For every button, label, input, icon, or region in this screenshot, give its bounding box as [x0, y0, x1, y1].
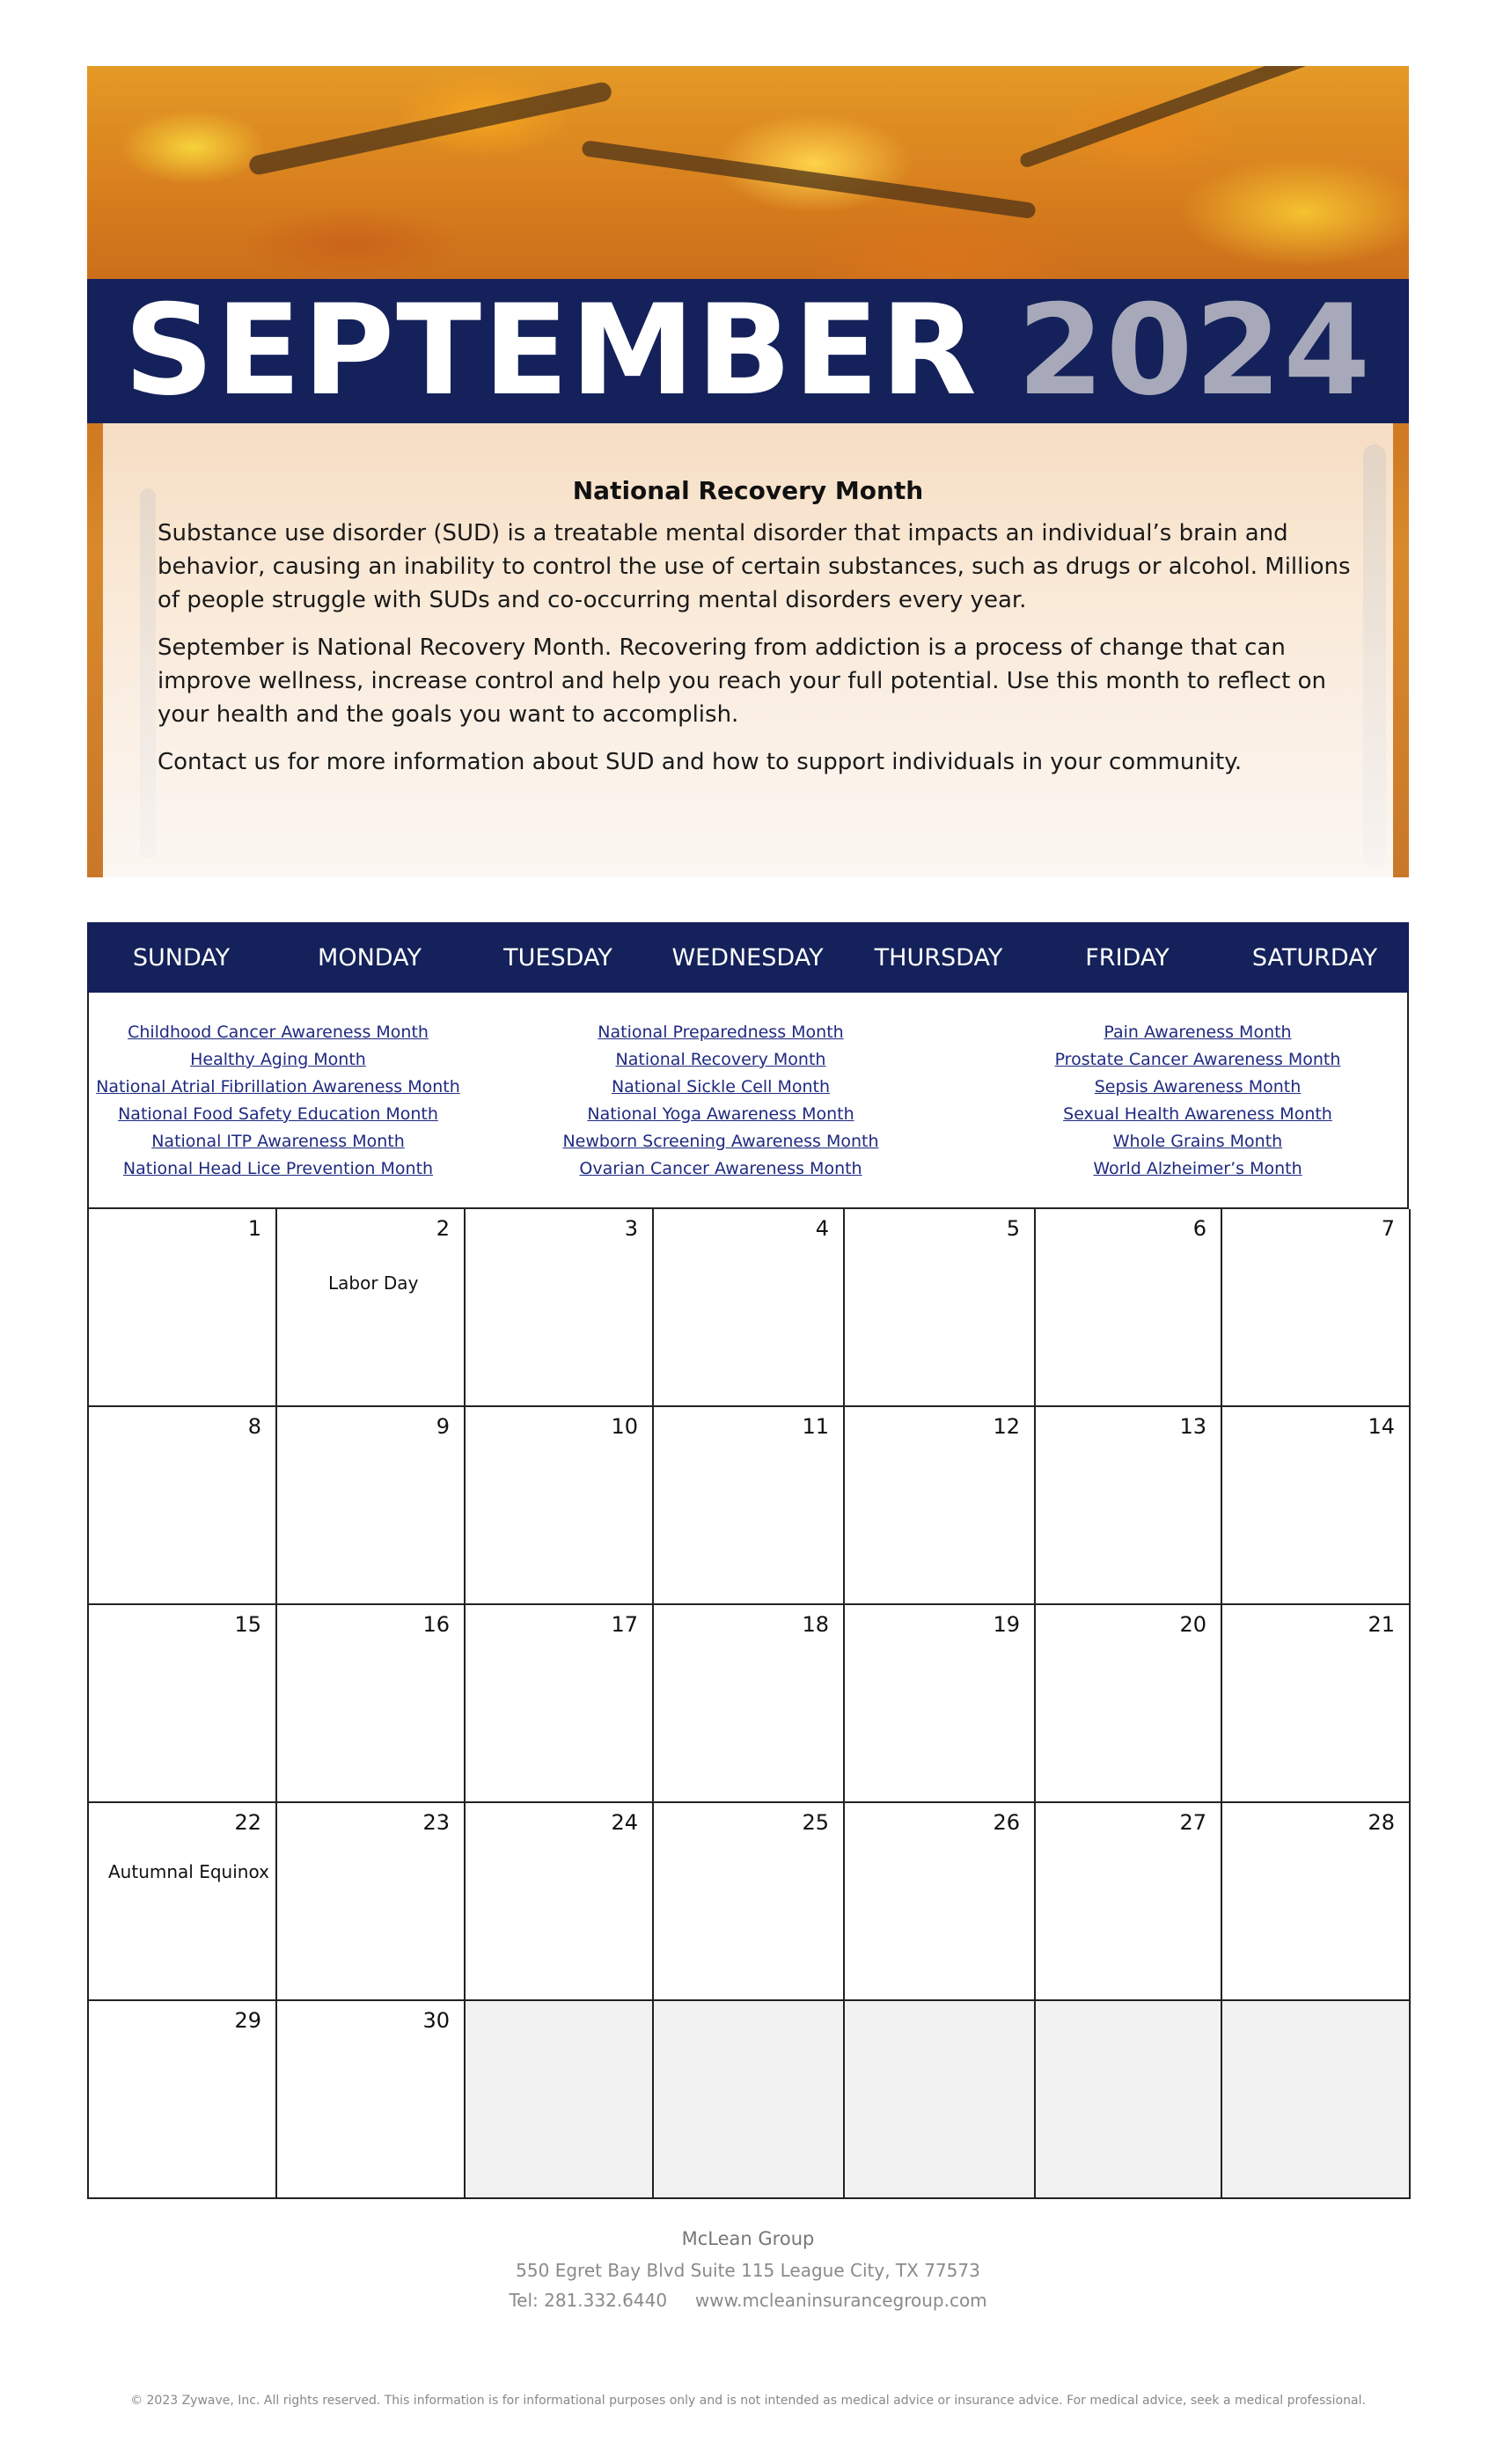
day-cell [89, 2001, 277, 2199]
day-number: 26 [993, 1810, 1020, 1835]
day-cell [654, 1803, 845, 2001]
day-cell [1222, 1605, 1411, 1803]
day-number: 19 [993, 1612, 1020, 1637]
year-title: 2024 [1016, 278, 1373, 423]
day-grid [87, 1209, 1409, 2199]
day-cell [89, 1803, 277, 2001]
day-number: 8 [247, 1414, 261, 1439]
footer-address: 550 Egret Bay Blvd Suite 115 League City, TX 77573 [516, 2260, 980, 2281]
day-number: 27 [1179, 1810, 1206, 1835]
day-number: 20 [1179, 1612, 1206, 1637]
weekday-thursday: THURSDAY [874, 943, 1003, 972]
observance-link[interactable]: Sexual Health Awareness Month [1063, 1104, 1332, 1124]
feature-paragraph-1: Substance use disorder (SUD) is a treatable mental disorder that impacts an individual’s brain and behavior, causing an inability to control the use of certain substances, such as drugs or alcohol. Millions of people struggle with SUDs and co-occurring mental disorders every year. [158, 520, 1351, 613]
weekday-wednesday: WEDNESDAY [671, 943, 824, 972]
empty-day-cell [466, 2001, 654, 2199]
footer-contact: Tel: 281.332.6440 www.mcleaninsurancegroup.com [509, 2290, 987, 2311]
weekday-tuesday: TUESDAY [503, 943, 612, 972]
observance-link[interactable]: Ovarian Cancer Awareness Month [579, 1159, 862, 1178]
day-number: 11 [802, 1414, 829, 1439]
empty-day-cell [1222, 2001, 1411, 2199]
feature-paragraph-3: Contact us for more information about SUD and how to support individuals in your community. [158, 749, 1243, 775]
day-number: 28 [1368, 1810, 1395, 1835]
day-number: 16 [422, 1612, 450, 1637]
day-cell [1222, 1407, 1411, 1605]
day-cell [466, 1803, 654, 2001]
day-cell [1036, 1407, 1222, 1605]
observances-left [89, 1019, 467, 1183]
observance-link[interactable]: Sepsis Awareness Month [1094, 1077, 1302, 1096]
day-event: Autumnal Equinox [108, 1861, 269, 1882]
day-cell [1222, 1803, 1411, 2001]
day-number: 14 [1368, 1414, 1395, 1439]
day-cell [845, 1407, 1036, 1605]
day-cell [845, 1605, 1036, 1803]
day-cell [466, 1209, 654, 1407]
observance-link[interactable]: World Alzheimer’s Month [1093, 1159, 1302, 1178]
observance-link[interactable]: National Food Safety Education Month [118, 1104, 438, 1124]
feature-paragraph-2: September is National Recovery Month. Recovering from addiction is a process of change that can improve wellness, increase control and help you reach your full potential. Use this month to reflect on your health and the goals you want to accomplish. [158, 634, 1326, 728]
observance-link[interactable]: Prostate Cancer Awareness Month [1054, 1050, 1341, 1069]
day-number: 18 [802, 1612, 829, 1637]
empty-day-cell [654, 2001, 845, 2199]
footer-copyright: © 2023 Zywave, Inc. All rights reserved. This information is for informational purposes only and is not intended as medical advice or insurance advice. For medical advice, seek a medical professional. [130, 2394, 1366, 2408]
day-cell [277, 2001, 466, 2199]
day-cell [277, 1407, 466, 1605]
day-cell [654, 1209, 845, 1407]
observance-link[interactable]: National Recovery Month [615, 1050, 826, 1069]
weekday-monday: MONDAY [318, 943, 422, 972]
day-cell [654, 1605, 845, 1803]
weekday-saturday: SATURDAY [1251, 943, 1378, 972]
month-title-bar [87, 279, 1409, 423]
observance-link[interactable]: National Sickle Cell Month [611, 1077, 831, 1096]
day-number: 7 [1381, 1216, 1395, 1241]
day-event: Labor Day [328, 1272, 419, 1294]
observance-link[interactable]: National Head Lice Prevention Month [122, 1159, 434, 1178]
day-cell [1036, 1209, 1222, 1407]
day-cell [89, 1209, 277, 1407]
empty-day-cell [845, 2001, 1036, 2199]
day-cell [89, 1605, 277, 1803]
day-number: 24 [611, 1810, 638, 1835]
header-photo-banner [87, 66, 1409, 877]
day-cell [1222, 1209, 1411, 1407]
feature-title: National Recovery Month [572, 476, 924, 505]
day-number: 22 [234, 1810, 261, 1835]
day-number: 13 [1179, 1414, 1206, 1439]
day-cell [1036, 1803, 1222, 2001]
calendar [87, 922, 1409, 2199]
day-cell [277, 1803, 466, 2001]
day-cell [1036, 1605, 1222, 1803]
day-cell [845, 1209, 1036, 1407]
day-cell [277, 1605, 466, 1803]
weekday-sunday: SUNDAY [132, 943, 231, 972]
day-number: 2 [436, 1216, 450, 1241]
weekday-header [87, 922, 1409, 993]
day-number: 30 [422, 2008, 450, 2033]
day-number: 10 [611, 1414, 638, 1439]
day-cell [277, 1209, 466, 1407]
footer-company: McLean Group [681, 2228, 815, 2249]
observance-link[interactable]: National Atrial Fibrillation Awareness Month [96, 1077, 460, 1096]
month-title: SEPTEMBER [123, 278, 979, 423]
day-number: 3 [624, 1216, 638, 1241]
observances-right [1030, 1019, 1365, 1183]
empty-day-cell [1036, 2001, 1222, 2199]
observances-row [87, 993, 1409, 1209]
day-cell [466, 1605, 654, 1803]
day-number: 9 [436, 1414, 450, 1439]
observance-link[interactable]: National Preparedness Month [598, 1023, 844, 1042]
observance-link[interactable]: Healthy Aging Month [190, 1050, 366, 1069]
feature-panel [103, 423, 1393, 877]
day-cell [654, 1407, 845, 1605]
weekday-friday: FRIDAY [1085, 943, 1170, 972]
observance-link[interactable]: Whole Grains Month [1112, 1132, 1283, 1151]
observance-link[interactable]: National ITP Awareness Month [151, 1132, 405, 1151]
day-number: 17 [611, 1612, 638, 1637]
observance-link[interactable]: Childhood Cancer Awareness Month [128, 1023, 429, 1042]
day-number: 1 [247, 1216, 261, 1241]
observance-link[interactable]: National Yoga Awareness Month [587, 1104, 854, 1124]
day-cell [466, 1407, 654, 1605]
day-cell [89, 1407, 277, 1605]
day-number: 4 [815, 1216, 829, 1241]
observance-link[interactable]: Newborn Screening Awareness Month [562, 1132, 879, 1151]
observance-link[interactable]: Pain Awareness Month [1104, 1023, 1292, 1042]
observances-center [554, 1019, 888, 1183]
day-number: 6 [1192, 1216, 1206, 1241]
day-number: 29 [234, 2008, 261, 2033]
day-cell [845, 1803, 1036, 2001]
day-number: 12 [993, 1414, 1020, 1439]
day-number: 5 [1006, 1216, 1020, 1241]
day-number: 21 [1368, 1612, 1395, 1637]
day-number: 15 [234, 1612, 261, 1637]
day-number: 23 [422, 1810, 450, 1835]
day-number: 25 [802, 1810, 829, 1835]
